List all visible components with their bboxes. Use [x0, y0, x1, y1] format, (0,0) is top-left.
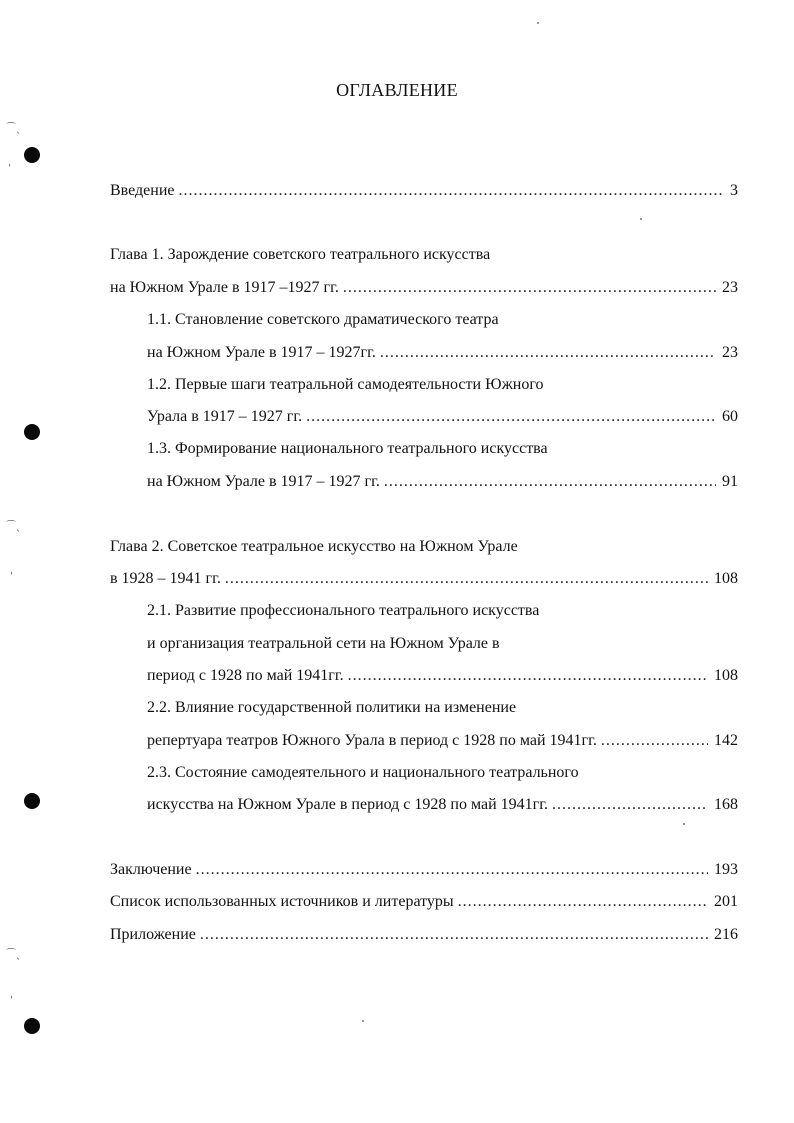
- toc-entry-label: на Южном Урале в 1917 – 1927 гг.: [147, 473, 380, 490]
- page-number: 23: [722, 279, 738, 296]
- toc-entry-label: Заключение: [110, 861, 192, 878]
- leader-dots: [200, 925, 708, 945]
- toc-entry-appendix: [110, 925, 738, 945]
- leader-dots: [552, 795, 708, 815]
- section-1-2-title: 1.2. Первые шаги театральной самодеятельности Южного: [147, 376, 544, 393]
- toc-entry-label: Список использованных источников и литературы: [110, 893, 454, 910]
- scan-artifact: ⌒ˎ: [6, 123, 21, 134]
- leader-dots: [348, 666, 708, 686]
- toc-entry-intro: [110, 181, 738, 201]
- chapter-2-title: Глава 2. Советское театральное искусство на Южном Урале: [110, 538, 518, 555]
- toc-entry-label: период с 1928 по май 1941гг.: [147, 667, 344, 684]
- page-number: 168: [714, 796, 738, 813]
- section-2-1-title: 2.1. Развитие профессионального театрального искусства: [147, 602, 540, 619]
- leader-dots: [458, 892, 708, 912]
- scan-artifact: ˌ: [10, 565, 13, 576]
- toc-entry-label: репертуара театров Южного Урала в период с 1928 по май 1941гг.: [147, 732, 597, 749]
- page-number: 3: [730, 182, 738, 199]
- toc-entry-label: в 1928 – 1941 гг.: [110, 570, 221, 587]
- toc-entry-label: Урала в 1917 – 1927 гг.: [147, 408, 303, 425]
- page-number: 108: [714, 570, 738, 587]
- chapter-1-title: Глава 1. Зарождение советского театрального искусства: [110, 246, 491, 263]
- toc-entry-section-2-3: [147, 795, 738, 815]
- page-number: 91: [722, 473, 738, 490]
- page-number: 216: [714, 926, 738, 943]
- toc-entry-sources: [110, 892, 738, 912]
- page-number: 193: [714, 861, 738, 878]
- toc-entry-section-1-1: [147, 343, 738, 363]
- leader-dots: [225, 569, 708, 589]
- toc-entry-section-1-2: [147, 407, 738, 427]
- scan-artifact: ⌒ˎ: [6, 521, 21, 532]
- page-number: 201: [714, 893, 738, 910]
- section-2-2-title: 2.2. Влияние государственной политики на изменение: [147, 699, 517, 716]
- leader-dots: [179, 181, 725, 201]
- section-2-3-title: 2.3. Состояние самодеятельного и национального театрального: [147, 764, 579, 781]
- punch-hole-4: [24, 1018, 40, 1034]
- toc-entry-label: искусства на Южном Урале в период с 1928 по май 1941гг.: [147, 796, 548, 813]
- leader-dots: [343, 278, 716, 298]
- toc-entry-chapter-1: [110, 278, 738, 298]
- section-1-1-title: 1.1. Становление советского драматического театра: [147, 311, 499, 328]
- leader-dots: [384, 472, 716, 492]
- scan-speck: [640, 218, 642, 220]
- punch-hole-1: [24, 147, 40, 163]
- toc-entry-section-2-1: [147, 666, 738, 686]
- toc-entry-label: Введение: [110, 182, 175, 199]
- page-number: 142: [714, 732, 738, 749]
- scan-artifact: ˌ: [10, 989, 13, 1000]
- leader-dots: [306, 407, 716, 427]
- scan-speck: [362, 1020, 364, 1022]
- toc-entry-chapter-2: [110, 569, 738, 589]
- toc-entry-label: на Южном Урале в 1917 –1927 гг.: [110, 279, 339, 296]
- leader-dots: [601, 731, 708, 751]
- leader-dots: [380, 343, 716, 363]
- leader-dots: [196, 860, 708, 880]
- scan-speck: [683, 823, 685, 825]
- toc-entry-section-2-2: [147, 731, 738, 751]
- section-1-3-title: 1.3. Формирование национального театрального искусства: [147, 440, 548, 457]
- page-title: ОГЛАВЛЕНИЕ: [336, 80, 458, 100]
- page-number: 23: [722, 344, 738, 361]
- page-number: 60: [722, 408, 738, 425]
- scan-speck: [537, 22, 539, 24]
- toc-entry-label: Приложение: [110, 926, 196, 943]
- toc-entry-conclusion: [110, 860, 738, 880]
- scan-artifact: ⌒ˎ: [6, 949, 21, 960]
- page-number: 108: [714, 667, 738, 684]
- toc-entry-section-1-3: [147, 472, 738, 492]
- punch-hole-2: [24, 424, 40, 440]
- toc-entry-label: на Южном Урале в 1917 – 1927гг.: [147, 344, 376, 361]
- section-2-1-title-cont: и организация театральной сети на Южном Урале в: [147, 635, 500, 652]
- punch-hole-3: [24, 793, 40, 809]
- scan-artifact: ˌ: [8, 157, 11, 168]
